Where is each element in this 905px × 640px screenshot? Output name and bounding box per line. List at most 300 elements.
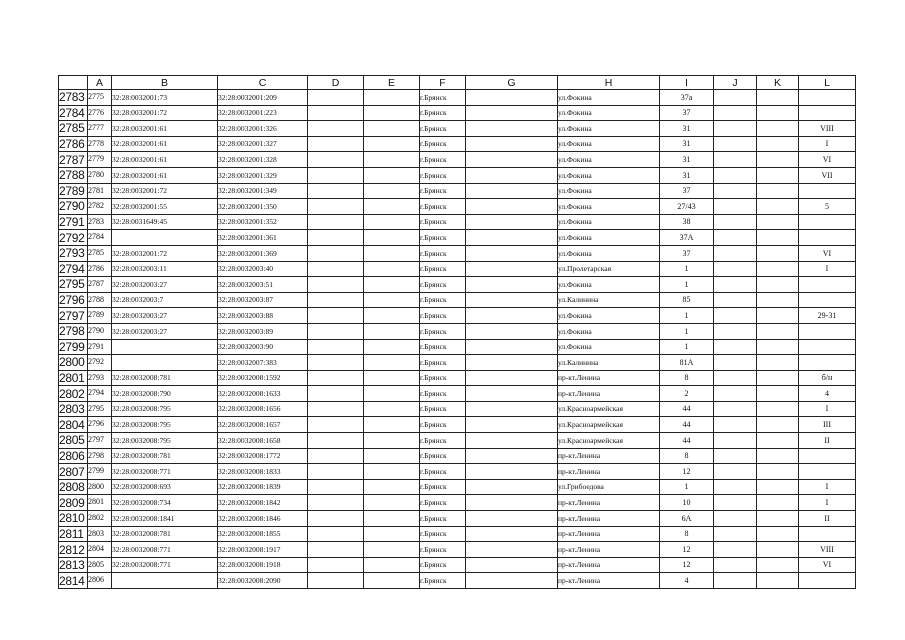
cell-e <box>364 323 420 339</box>
cell-b: 32:28:0032008:771 <box>112 557 218 573</box>
cell-g <box>466 433 558 449</box>
cell-e <box>364 136 420 152</box>
cell-l <box>799 339 856 355</box>
cell-f: г.Брянск <box>420 277 466 293</box>
cell-b: 32:28:0032001:61 <box>112 121 218 137</box>
cell-h: ул.Фокина <box>558 245 660 261</box>
cell-g <box>466 448 558 464</box>
cell-b: 32:28:0032008:795 <box>112 401 218 417</box>
cell-l <box>799 183 856 199</box>
cell-f: г.Брянск <box>420 479 466 495</box>
row-number-cell: 2793 <box>59 245 88 261</box>
cell-d <box>308 557 364 573</box>
cell-d <box>308 339 364 355</box>
cell-g <box>466 401 558 417</box>
cell-k <box>757 417 799 433</box>
row-number-cell: 2809 <box>59 495 88 511</box>
cell-j <box>714 323 757 339</box>
cell-k <box>757 401 799 417</box>
cell-l: I <box>799 136 856 152</box>
cell-e <box>364 433 420 449</box>
cell-i: 37 <box>660 183 714 199</box>
cell-a: 2790 <box>88 323 112 339</box>
cell-j <box>714 448 757 464</box>
cell-g <box>466 339 558 355</box>
cell-a: 2779 <box>88 152 112 168</box>
cell-f: г.Брянск <box>420 230 466 246</box>
cell-h: ул.Фокина <box>558 323 660 339</box>
row-number-cell: 2804 <box>59 417 88 433</box>
cell-k <box>757 448 799 464</box>
column-header-k: K <box>757 76 799 90</box>
cell-d <box>308 167 364 183</box>
cell-f: г.Брянск <box>420 245 466 261</box>
table-row <box>59 245 856 261</box>
row-number-cell: 2789 <box>59 183 88 199</box>
cell-i: 8 <box>660 526 714 542</box>
cell-g <box>466 370 558 386</box>
cell-a: 2789 <box>88 308 112 324</box>
cell-l <box>799 573 856 589</box>
cell-h: пр-кт.Ленина <box>558 511 660 527</box>
cell-i: 1 <box>660 261 714 277</box>
cell-h: пр-кт.Ленина <box>558 370 660 386</box>
cell-k <box>757 277 799 293</box>
cell-b <box>112 573 218 589</box>
row-number-cell: 2807 <box>59 464 88 480</box>
row-number-cell: 2785 <box>59 121 88 137</box>
cell-a: 2792 <box>88 355 112 371</box>
cell-d <box>308 355 364 371</box>
cell-k <box>757 542 799 558</box>
cell-l: III <box>799 417 856 433</box>
cell-h: ул.Фокина <box>558 183 660 199</box>
cell-a: 2796 <box>88 417 112 433</box>
cell-i: 27/43 <box>660 199 714 215</box>
table-row <box>59 277 856 293</box>
cell-d <box>308 526 364 542</box>
cell-a: 2782 <box>88 199 112 215</box>
cell-c: 32:28:0032003:51 <box>218 277 308 293</box>
cell-l: VII <box>799 167 856 183</box>
cell-e <box>364 370 420 386</box>
cell-j <box>714 479 757 495</box>
cell-b: 32:28:0032008:1841 <box>112 511 218 527</box>
row-number-cell: 2805 <box>59 433 88 449</box>
cell-g <box>466 557 558 573</box>
cell-f: г.Брянск <box>420 339 466 355</box>
cell-a: 2806 <box>88 573 112 589</box>
cell-j <box>714 245 757 261</box>
cell-e <box>364 355 420 371</box>
cell-f: г.Брянск <box>420 214 466 230</box>
cell-a: 2804 <box>88 542 112 558</box>
cell-a: 2778 <box>88 136 112 152</box>
cell-h: пр-кт.Ленина <box>558 495 660 511</box>
cell-h: ул.Пролетарская <box>558 261 660 277</box>
cell-k <box>757 464 799 480</box>
cell-f: г.Брянск <box>420 542 466 558</box>
cell-d <box>308 386 364 402</box>
cell-i: 1 <box>660 308 714 324</box>
row-number-cell: 2788 <box>59 167 88 183</box>
cell-f: г.Брянск <box>420 167 466 183</box>
row-number-cell: 2799 <box>59 339 88 355</box>
cell-l: б/н <box>799 370 856 386</box>
cell-j <box>714 339 757 355</box>
column-header-h: H <box>558 76 660 90</box>
cell-j <box>714 136 757 152</box>
cell-c: 32:28:0032008:1918 <box>218 557 308 573</box>
cell-k <box>757 511 799 527</box>
cell-e <box>364 386 420 402</box>
cell-g <box>466 199 558 215</box>
cell-h: ул.Фокина <box>558 214 660 230</box>
cell-c: 32:28:0032003:90 <box>218 339 308 355</box>
cell-g <box>466 105 558 121</box>
cell-i: 31 <box>660 136 714 152</box>
cell-k <box>757 495 799 511</box>
cell-d <box>308 448 364 464</box>
cell-a: 2794 <box>88 386 112 402</box>
cell-f: г.Брянск <box>420 464 466 480</box>
cell-a: 2776 <box>88 105 112 121</box>
cell-g <box>466 526 558 542</box>
cell-j <box>714 526 757 542</box>
cell-f: г.Брянск <box>420 386 466 402</box>
row-number-cell: 2802 <box>59 386 88 402</box>
cell-d <box>308 292 364 308</box>
spreadsheet-table <box>58 75 856 589</box>
cell-g <box>466 245 558 261</box>
cell-l <box>799 90 856 106</box>
cell-a: 2805 <box>88 557 112 573</box>
cell-e <box>364 479 420 495</box>
row-number-cell: 2790 <box>59 199 88 215</box>
cell-i: 10 <box>660 495 714 511</box>
cell-e <box>364 121 420 137</box>
cell-h: ул.Красноармейская <box>558 417 660 433</box>
cell-d <box>308 277 364 293</box>
cell-j <box>714 90 757 106</box>
cell-a: 2784 <box>88 230 112 246</box>
cell-a: 2777 <box>88 121 112 137</box>
cell-j <box>714 308 757 324</box>
cell-b <box>112 339 218 355</box>
cell-i: 8 <box>660 448 714 464</box>
row-number-cell: 2803 <box>59 401 88 417</box>
table-row <box>59 573 856 589</box>
cell-g <box>466 261 558 277</box>
cell-e <box>364 105 420 121</box>
cell-h: ул.Фокина <box>558 136 660 152</box>
cell-c: 32:28:0032003:40 <box>218 261 308 277</box>
cell-j <box>714 183 757 199</box>
cell-e <box>364 573 420 589</box>
cell-h: ул.Фокина <box>558 277 660 293</box>
cell-k <box>757 292 799 308</box>
cell-i: 1 <box>660 323 714 339</box>
table-row <box>59 261 856 277</box>
cell-b: 32:28:0032001:72 <box>112 183 218 199</box>
cell-k <box>757 261 799 277</box>
cell-j <box>714 292 757 308</box>
column-header-c: C <box>218 76 308 90</box>
cell-i: 81А <box>660 355 714 371</box>
cell-e <box>364 230 420 246</box>
cell-e <box>364 308 420 324</box>
cell-j <box>714 152 757 168</box>
cell-k <box>757 230 799 246</box>
cell-c: 32:28:0032008:1633 <box>218 386 308 402</box>
cell-e <box>364 448 420 464</box>
cell-e <box>364 167 420 183</box>
cell-e <box>364 401 420 417</box>
cell-f: г.Брянск <box>420 448 466 464</box>
cell-k <box>757 479 799 495</box>
cell-b: 32:28:0032008:771 <box>112 542 218 558</box>
cell-c: 32:28:0032008:1656 <box>218 401 308 417</box>
cell-g <box>466 277 558 293</box>
cell-j <box>714 121 757 137</box>
cell-d <box>308 464 364 480</box>
cell-g <box>466 167 558 183</box>
cell-e <box>364 261 420 277</box>
cell-h: пр-кт.Ленина <box>558 573 660 589</box>
cell-l: I <box>799 261 856 277</box>
cell-a: 2797 <box>88 433 112 449</box>
cell-l: II <box>799 433 856 449</box>
cell-k <box>757 245 799 261</box>
cell-l: VIII <box>799 542 856 558</box>
cell-f: г.Брянск <box>420 417 466 433</box>
cell-e <box>364 557 420 573</box>
cell-a: 2783 <box>88 214 112 230</box>
cell-c: 32:28:0032001:350 <box>218 199 308 215</box>
cell-f: г.Брянск <box>420 557 466 573</box>
cell-b: 32:28:0032008:781 <box>112 526 218 542</box>
cell-k <box>757 557 799 573</box>
row-number-cell: 2812 <box>59 542 88 558</box>
cell-e <box>364 277 420 293</box>
cell-h: пр-кт.Ленина <box>558 557 660 573</box>
row-number-cell: 2787 <box>59 152 88 168</box>
cell-h: ул.Фокина <box>558 121 660 137</box>
cell-g <box>466 308 558 324</box>
cell-c: 32:28:0032001:327 <box>218 136 308 152</box>
row-number-cell: 2798 <box>59 323 88 339</box>
cell-i: 37а <box>660 90 714 106</box>
cell-i: 12 <box>660 542 714 558</box>
cell-f: г.Брянск <box>420 199 466 215</box>
cell-e <box>364 245 420 261</box>
cell-g <box>466 355 558 371</box>
cell-e <box>364 339 420 355</box>
cell-a: 2802 <box>88 511 112 527</box>
cell-c: 32:28:0032003:87 <box>218 292 308 308</box>
cell-h: ул.Калинина <box>558 355 660 371</box>
cell-f: г.Брянск <box>420 401 466 417</box>
cell-e <box>364 464 420 480</box>
cell-a: 2788 <box>88 292 112 308</box>
cell-c: 32:28:0032001:329 <box>218 167 308 183</box>
cell-a: 2785 <box>88 245 112 261</box>
cell-c: 32:28:0032008:1657 <box>218 417 308 433</box>
cell-i: 37 <box>660 245 714 261</box>
column-header-l: L <box>799 76 856 90</box>
cell-c: 32:28:0032001:349 <box>218 183 308 199</box>
cell-f: г.Брянск <box>420 152 466 168</box>
cell-i: 1 <box>660 277 714 293</box>
cell-c: 32:28:0032001:223 <box>218 105 308 121</box>
table-row <box>59 386 856 402</box>
cell-g <box>466 479 558 495</box>
cell-k <box>757 214 799 230</box>
cell-j <box>714 214 757 230</box>
cell-i: 1 <box>660 479 714 495</box>
cell-k <box>757 136 799 152</box>
cell-f: г.Брянск <box>420 90 466 106</box>
column-header-a: A <box>88 76 112 90</box>
cell-a: 2780 <box>88 167 112 183</box>
cell-i: 1 <box>660 339 714 355</box>
cell-d <box>308 136 364 152</box>
table-row <box>59 339 856 355</box>
cell-h: пр-кт.Ленина <box>558 526 660 542</box>
cell-l <box>799 526 856 542</box>
cell-g <box>466 214 558 230</box>
table-row <box>59 292 856 308</box>
cell-g <box>466 152 558 168</box>
cell-h: ул.Фокина <box>558 199 660 215</box>
cell-d <box>308 323 364 339</box>
cell-a: 2800 <box>88 479 112 495</box>
cell-c: 32:28:0032008:1842 <box>218 495 308 511</box>
cell-d <box>308 308 364 324</box>
cell-a: 2799 <box>88 464 112 480</box>
cell-h: пр-кт.Ленина <box>558 464 660 480</box>
cell-l <box>799 230 856 246</box>
cell-c: 32:28:0032008:1846 <box>218 511 308 527</box>
cell-a: 2803 <box>88 526 112 542</box>
cell-c: 32:28:0032003:89 <box>218 323 308 339</box>
cell-b: 32:28:0032003:7 <box>112 292 218 308</box>
table-body <box>59 90 856 589</box>
cell-h: ул.Красноармейская <box>558 401 660 417</box>
cell-l: I <box>799 401 856 417</box>
row-number-cell: 2800 <box>59 355 88 371</box>
cell-i: 44 <box>660 401 714 417</box>
corner-header-cell <box>59 76 88 90</box>
table-row <box>59 183 856 199</box>
table-row <box>59 495 856 511</box>
row-number-cell: 2806 <box>59 448 88 464</box>
cell-b: 32:28:0032001:61 <box>112 167 218 183</box>
row-number-cell: 2810 <box>59 511 88 527</box>
cell-b: 32:28:0031649:45 <box>112 214 218 230</box>
row-number-cell: 2808 <box>59 479 88 495</box>
table-row <box>59 542 856 558</box>
cell-c: 32:28:0032001:369 <box>218 245 308 261</box>
cell-k <box>757 308 799 324</box>
cell-a: 2781 <box>88 183 112 199</box>
cell-a: 2787 <box>88 277 112 293</box>
cell-e <box>364 495 420 511</box>
cell-j <box>714 277 757 293</box>
cell-f: г.Брянск <box>420 573 466 589</box>
cell-c: 32:28:0032003:88 <box>218 308 308 324</box>
cell-f: г.Брянск <box>420 136 466 152</box>
cell-c: 32:28:0032008:2090 <box>218 573 308 589</box>
cell-g <box>466 542 558 558</box>
cell-i: 6А <box>660 511 714 527</box>
table-row <box>59 526 856 542</box>
cell-d <box>308 245 364 261</box>
cell-c: 32:28:0032008:1658 <box>218 433 308 449</box>
cell-g <box>466 386 558 402</box>
row-number-cell: 2814 <box>59 573 88 589</box>
cell-l: VIII <box>799 121 856 137</box>
table-row <box>59 152 856 168</box>
cell-g <box>466 183 558 199</box>
cell-j <box>714 401 757 417</box>
cell-d <box>308 479 364 495</box>
cell-b: 32:28:0032008:771 <box>112 464 218 480</box>
cell-b: 32:28:0032003:11 <box>112 261 218 277</box>
cell-d <box>308 183 364 199</box>
cell-k <box>757 355 799 371</box>
cell-h: ул.Фокина <box>558 152 660 168</box>
cell-i: 4 <box>660 573 714 589</box>
cell-l <box>799 214 856 230</box>
cell-j <box>714 557 757 573</box>
cell-j <box>714 370 757 386</box>
cell-f: г.Брянск <box>420 433 466 449</box>
cell-a: 2791 <box>88 339 112 355</box>
cell-k <box>757 526 799 542</box>
cell-f: г.Брянск <box>420 355 466 371</box>
cell-c: 32:28:0032008:1772 <box>218 448 308 464</box>
cell-f: г.Брянск <box>420 308 466 324</box>
cell-j <box>714 355 757 371</box>
table-row <box>59 511 856 527</box>
cell-f: г.Брянск <box>420 511 466 527</box>
table-row <box>59 230 856 246</box>
cell-d <box>308 199 364 215</box>
cell-b: 32:28:0032003:27 <box>112 277 218 293</box>
cell-f: г.Брянск <box>420 292 466 308</box>
cell-k <box>757 121 799 137</box>
row-number-cell: 2784 <box>59 105 88 121</box>
cell-c: 32:28:0032007:383 <box>218 355 308 371</box>
cell-e <box>364 183 420 199</box>
cell-g <box>466 292 558 308</box>
cell-l: I <box>799 479 856 495</box>
cell-i: 38 <box>660 214 714 230</box>
cell-g <box>466 323 558 339</box>
cell-i: 44 <box>660 417 714 433</box>
cell-k <box>757 386 799 402</box>
cell-b: 32:28:0032001:61 <box>112 152 218 168</box>
column-header-j: J <box>714 76 757 90</box>
cell-l <box>799 277 856 293</box>
cell-k <box>757 105 799 121</box>
column-header-row <box>59 76 856 90</box>
table-row <box>59 464 856 480</box>
cell-c: 32:28:0032008:1839 <box>218 479 308 495</box>
cell-h: ул.Фокина <box>558 308 660 324</box>
row-number-cell: 2786 <box>59 136 88 152</box>
